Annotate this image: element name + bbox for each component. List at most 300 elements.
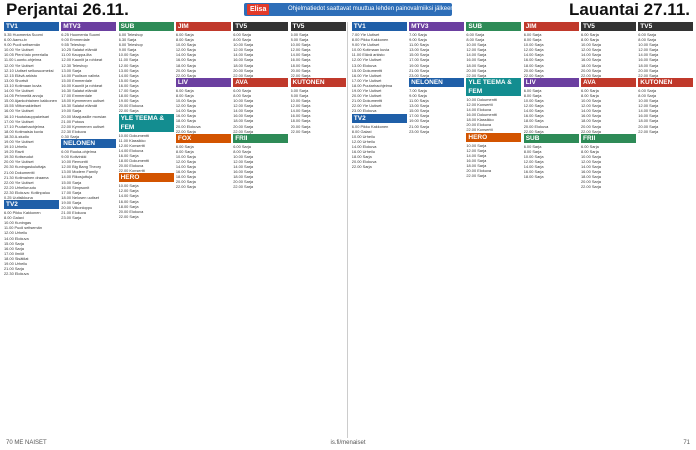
program-listing: 10.00 Urheilu bbox=[351, 133, 375, 139]
channel-header: NELONEN bbox=[409, 78, 464, 87]
program-listing: 8.00 Sarja bbox=[175, 92, 194, 98]
program-listing: 10.00 Kuningas bbox=[4, 220, 32, 226]
program-listing: 14.00 Sarja bbox=[175, 108, 196, 114]
program-listing: 12.00 Sarja bbox=[638, 103, 659, 109]
program-listing: 10.00 Sarja bbox=[175, 42, 196, 48]
program-listing: 19.10 Urheilu bbox=[4, 144, 28, 150]
program-listing: 18.00 Klassikko bbox=[466, 117, 494, 123]
program-listing: 20.00 Viikonloppu bbox=[61, 205, 93, 210]
channel-header: TV2 bbox=[4, 200, 59, 209]
program-listing: 22.30 Elokuva: Kotiinpaluu bbox=[4, 189, 51, 195]
program-listing: 22.00 Konsertti bbox=[118, 168, 145, 174]
program-listing: 18.30 A-studio bbox=[4, 133, 29, 139]
program-listing: 15.00 Emmerdale bbox=[61, 77, 93, 83]
program-listing: 14.00 Sarja bbox=[290, 52, 311, 58]
program-listing: 10.00 Sarja bbox=[466, 42, 487, 48]
program-listing: 22.00 Sarja bbox=[581, 184, 601, 190]
program-listing: 10.00 Sarja bbox=[581, 153, 601, 159]
program-listing: 17.00 Sarja bbox=[409, 57, 429, 63]
program-listing: 10.00 Sarja bbox=[466, 142, 487, 148]
program-listing: 20.00 Elokuva bbox=[466, 167, 492, 173]
program-listing: 8.00 Pikku Kakkonen bbox=[351, 37, 389, 43]
program-listing: 6.00 Sarja bbox=[523, 87, 542, 93]
program-listing: 18.00 Sarja bbox=[351, 154, 372, 160]
program-listing: 18.00 Sarja bbox=[233, 118, 254, 124]
program-listing: 20.00 Sarja bbox=[290, 67, 311, 73]
program-listing: 17.00 Sarja bbox=[118, 88, 139, 94]
program-listing: 20.00 Sarja bbox=[523, 67, 544, 73]
program-listing: 19.00 Sarja bbox=[61, 199, 82, 205]
program-listing: 6.00 Sarja bbox=[175, 143, 194, 149]
program-listing: 12.00 Sarja bbox=[233, 158, 254, 164]
program-listing: 6.00 Sarja bbox=[290, 32, 309, 37]
program-listing: 9.00 Emmerdale bbox=[61, 37, 90, 43]
program-listing: 6.00 Sarja bbox=[175, 32, 194, 37]
program-listing: 9.00 Sarja bbox=[409, 37, 427, 43]
program-listing: 8.00 Sarja bbox=[581, 92, 599, 98]
program-listing: 13.00 Modern Family bbox=[61, 169, 98, 175]
channel-header: YLE TEEMA & FEM bbox=[119, 114, 174, 132]
schedule-column bbox=[638, 22, 693, 438]
channel-header: TV1 bbox=[352, 22, 407, 31]
program-listing: 12.30 Teleshop bbox=[61, 62, 88, 68]
program-listing: 22.00 Sarja bbox=[638, 128, 659, 134]
program-listing: 23.00 Sarja bbox=[409, 72, 429, 78]
program-listing: 8.00 Galaxi bbox=[351, 128, 372, 134]
program-listing: 10.00 Sarja bbox=[233, 98, 254, 104]
program-listing: 22.00 Kymmenen uutiset bbox=[61, 123, 105, 129]
program-listing: 15.55 Viittomakieliset bbox=[4, 103, 41, 109]
program-listing: 8.00 Sarja bbox=[290, 37, 309, 43]
channel-header: LIV bbox=[176, 78, 231, 87]
program-listing: 15.00 Sarja bbox=[409, 52, 429, 58]
program-listing: 18.00 Sarja bbox=[233, 174, 254, 180]
program-listing: 16.00 Sarja bbox=[581, 57, 601, 63]
program-listing: 6.00 Sarja bbox=[233, 32, 251, 37]
program-listing: 16.10 Huutokauppakeisari bbox=[4, 113, 50, 119]
program-listing: 20.00 Sarja bbox=[638, 123, 659, 129]
program-listing: 16.00 Sarja bbox=[581, 169, 601, 175]
program-listing: 20.00 Sarja bbox=[233, 179, 254, 185]
schedule-column bbox=[524, 22, 579, 438]
program-listing: 16.00 Sarja bbox=[638, 57, 659, 63]
program-listing: 6.00 Sarja bbox=[638, 87, 657, 93]
program-listing: 6.00 Sarja bbox=[581, 143, 599, 149]
program-listing: 20.00 Elokuva bbox=[175, 123, 201, 129]
page-header bbox=[0, 0, 696, 20]
schedule-column bbox=[581, 22, 636, 438]
program-listing: 7.00 Sarja bbox=[409, 32, 427, 37]
program-listing: 12.00 Sarja bbox=[290, 47, 311, 53]
program-listing: 20.00 Elokuva bbox=[523, 123, 549, 129]
program-listing: 19.00 Urheilu bbox=[4, 261, 28, 267]
program-listing: 17.10 Puutarhaohjelma bbox=[4, 123, 45, 129]
program-listing: 21.00 Sarja bbox=[4, 266, 24, 272]
program-listing: 12.00 Sarja bbox=[638, 47, 659, 53]
schedule-column bbox=[409, 22, 464, 438]
program-listing: 20.00 Yle Uutiset bbox=[4, 159, 34, 165]
program-listing: 11.00 Sarja bbox=[409, 98, 429, 104]
program-listing: 14.00 Yle Uutiset bbox=[4, 88, 34, 94]
channel-header: MTV3 bbox=[61, 22, 116, 31]
program-listing: 8.00 Sarja bbox=[233, 92, 251, 98]
program-listing: 6.00 Sarja bbox=[523, 32, 542, 37]
program-listing: 12.00 Sarja bbox=[175, 47, 196, 53]
program-listing: 22.00 Konsertti bbox=[466, 127, 493, 133]
program-listing: 14.00 Rikosjuttuja bbox=[61, 174, 93, 180]
program-listing: 13.00 Shortsit bbox=[4, 77, 29, 83]
program-listing: 19.30 Kotiseudut bbox=[4, 154, 34, 160]
program-listing: 16.00 Sarja bbox=[118, 82, 139, 88]
ribbon-tag: Elisa bbox=[247, 4, 269, 15]
program-listing: 17.00 Emmerdale bbox=[61, 93, 93, 99]
program-listing: 22.00 Sarja bbox=[118, 108, 139, 114]
program-listing: 14.00 Puolison valinta bbox=[61, 72, 100, 78]
program-listing: 14.00 Sarja bbox=[523, 164, 544, 170]
program-listing: 14.00 Sarja bbox=[118, 193, 139, 199]
schedule-columns bbox=[4, 22, 692, 438]
program-listing: 22.00 Sarja bbox=[523, 128, 544, 134]
program-listing: 18.00 Sarja bbox=[466, 62, 487, 68]
program-listing: 10.05 Pieni talo preerialla bbox=[4, 52, 48, 58]
program-listing: 18.00 Sarja bbox=[118, 93, 139, 99]
program-listing: 14.00 Sarja bbox=[581, 164, 601, 170]
program-listing: 12.00 Kauniit ja rohkeat bbox=[61, 57, 103, 63]
program-listing: 20.00 Sarja bbox=[581, 67, 601, 73]
program-listing: 14.00 Sarja bbox=[175, 52, 196, 58]
program-listing: 10.00 Sarja bbox=[523, 153, 544, 159]
day-title-right: Lauantai 27.11. bbox=[569, 0, 690, 19]
program-listing: 21.00 Putous bbox=[61, 118, 85, 124]
program-listing: 6.00 Sarja bbox=[581, 32, 599, 37]
footer-center: is.fi/menaiset bbox=[330, 440, 366, 446]
program-listing: 10.00 Yle Uutiset bbox=[4, 47, 34, 53]
program-listing: 20.00 Elokuva bbox=[118, 208, 144, 214]
program-listing: 18.00 Sarja bbox=[638, 118, 659, 124]
channel-header: LIV bbox=[524, 78, 579, 87]
program-listing: 17.00 Yle Uutiset bbox=[4, 118, 34, 124]
program-listing: 20.00 Sarja bbox=[175, 67, 196, 73]
program-listing: 17.00 Sarja bbox=[61, 189, 82, 195]
program-listing: 16.00 Urheilu bbox=[351, 148, 375, 154]
program-listing: 18.00 Sarja bbox=[581, 118, 601, 124]
program-listing: 6.00 Sarja bbox=[523, 143, 542, 149]
program-listing: 12.00 Urheilu bbox=[4, 230, 28, 236]
program-listing: 14.00 Sarja bbox=[581, 52, 601, 58]
program-listing: 19.00 Yle Uutiset bbox=[351, 88, 382, 94]
program-listing: 6.00 Teleshop bbox=[118, 32, 143, 37]
program-listing: 10.00 Remontti bbox=[61, 159, 88, 165]
program-listing: 12.00 Sarja bbox=[581, 47, 601, 53]
program-listing: 14.00 Sarja bbox=[233, 164, 254, 170]
program-listing: 16.00 Sarja bbox=[290, 113, 311, 119]
program-listing: 22.00 Sarja bbox=[233, 128, 254, 134]
program-listing: 18.00 Sarja bbox=[175, 174, 196, 180]
program-listing: 18.00 Sarja bbox=[175, 62, 196, 68]
program-listing: 12.00 Sarja bbox=[523, 47, 544, 53]
program-listing: 8.00 Sarja bbox=[638, 92, 657, 98]
program-listing: 8.00 Teleshop bbox=[118, 42, 143, 48]
channel-header: FRII bbox=[581, 134, 636, 143]
channel-header: FOX bbox=[176, 134, 231, 143]
program-listing: 10.00 Sarja bbox=[290, 98, 311, 104]
program-listing: 22.00 Sarja bbox=[351, 164, 372, 170]
program-listing: 18.00 Sarja bbox=[638, 62, 659, 68]
schedule-column bbox=[352, 22, 407, 438]
channel-header: HERO bbox=[119, 173, 174, 182]
program-listing: 10.00 Sarja bbox=[233, 153, 254, 159]
program-listing: 11.00 Kauppa-ilta bbox=[61, 52, 92, 58]
schedule-column bbox=[119, 22, 174, 438]
program-listing: 18.00 Sisätilat bbox=[4, 255, 29, 261]
program-listing: 14.00 Elokuva bbox=[118, 147, 144, 153]
program-listing: 14.00 Sarja bbox=[581, 108, 601, 114]
program-listing: 9.00 Sarja bbox=[409, 92, 427, 98]
program-listing: 22.00 Sarja bbox=[581, 72, 601, 78]
program-listing: 14.00 Sarja bbox=[466, 52, 487, 58]
program-listing: 8.00 Sarja bbox=[581, 148, 599, 154]
footer-right: 71 bbox=[683, 440, 690, 446]
program-listing: 22.00 Sarja bbox=[233, 184, 254, 190]
program-listing: 18.00 Sarja bbox=[290, 62, 311, 68]
program-listing: 8.00 Sarja bbox=[175, 148, 194, 154]
program-listing: 20.00 Elokuva bbox=[351, 159, 377, 165]
program-listing: 12.00 Sarja bbox=[175, 158, 196, 164]
program-listing: 21.00 Sarja bbox=[409, 67, 429, 73]
program-listing: 20.00 Elokuva bbox=[466, 122, 492, 128]
program-listing: 16.00 Sarja bbox=[466, 157, 487, 163]
program-listing: 11.00 Sarja bbox=[409, 42, 429, 48]
program-listing: 6.00 Sarja bbox=[233, 143, 251, 149]
program-listing: 16.30 Salatut elämät bbox=[61, 88, 97, 94]
program-listing: 15.00 Sarja bbox=[409, 108, 429, 114]
program-listing: 16.00 Sarja bbox=[523, 113, 544, 119]
program-listing: 8.00 Sarja bbox=[581, 37, 599, 43]
channel-header: TV5 bbox=[581, 22, 636, 31]
program-listing: 10.00 Sarja bbox=[175, 153, 196, 159]
program-listing: 6.00 Ruoka-ohjelma bbox=[61, 148, 97, 154]
program-listing: 13.00 Elokuva bbox=[351, 62, 377, 68]
program-listing: 20.00 Maajussille morsian bbox=[61, 113, 107, 119]
program-listing: 9.00 Puoli seitsemän bbox=[4, 42, 41, 48]
program-listing: 14.00 Sarja bbox=[638, 108, 659, 114]
program-listing: 10.00 Sarja bbox=[118, 52, 139, 58]
program-listing: 14.05 Pehmeitä arvoja bbox=[4, 93, 43, 99]
program-listing: 18.00 Sarja bbox=[233, 62, 254, 68]
program-listing: 8.00 Galaxi bbox=[4, 215, 24, 221]
channel-header: KUTONEN bbox=[291, 78, 346, 87]
schedule-column bbox=[61, 22, 116, 438]
program-listing: 13.00 Sarja bbox=[409, 103, 429, 109]
program-listing: 19.20 Ravit bbox=[4, 149, 24, 155]
schedule-column bbox=[291, 22, 346, 438]
channel-header: AVA bbox=[233, 78, 288, 87]
program-listing: 21.00 Elokuva bbox=[61, 210, 86, 216]
program-listing: 15.00 Ajankohtainen kakkonen bbox=[4, 98, 57, 104]
program-listing: 11.00 Sarja bbox=[118, 57, 139, 63]
schedule-column bbox=[466, 22, 521, 438]
program-listing: 12.00 Sarja bbox=[233, 103, 254, 109]
program-listing: 18.00 Sarja bbox=[118, 203, 139, 209]
program-listing: 22.00 Sarja bbox=[118, 213, 139, 219]
program-listing: 20.00 Sarja bbox=[638, 67, 659, 73]
program-listing: 18.00 Nelosen uutiset bbox=[61, 194, 99, 200]
program-listing: 18.00 Sarja bbox=[581, 174, 601, 180]
program-listing: 11.00 Luonto-ohjelma bbox=[4, 57, 42, 63]
program-listing: 6.00 Sarja bbox=[466, 32, 485, 37]
program-listing: 12.00 Sarja bbox=[118, 188, 139, 194]
program-listing: 17.00 Yle Uutiset bbox=[351, 77, 382, 83]
program-listing: 8.00 Sarja bbox=[466, 37, 485, 43]
program-listing: 10.00 Dokumentti bbox=[466, 96, 497, 102]
channel-header: NELONEN bbox=[61, 139, 116, 148]
program-listing: 18.00 Kotimaisia kuvia bbox=[4, 128, 43, 134]
program-listing: 9.00 Kotivinkki bbox=[61, 154, 87, 160]
program-listing: 17.00 Sarja bbox=[409, 113, 429, 119]
program-listing: 10.00 Sarja bbox=[175, 98, 196, 104]
program-listing: 0.30 Sarja bbox=[61, 133, 80, 139]
program-listing: 9.55 Teleshop bbox=[61, 42, 86, 48]
program-listing: 19.00 Yle Uutiset bbox=[4, 138, 34, 144]
program-listing: 12.00 Sarja bbox=[581, 158, 601, 164]
program-listing: 7.00 Sarja bbox=[409, 87, 427, 93]
program-listing: 18.00 Kymmenen uutiset bbox=[61, 98, 105, 104]
program-listing: 12.00 Sarja bbox=[466, 147, 487, 153]
program-listing: 6.25 Huomenta Suomi bbox=[61, 32, 101, 37]
program-listing: 18.00 Sarja bbox=[290, 118, 311, 124]
program-listing: 16.00 Sarja bbox=[4, 245, 24, 251]
program-listing: 6.00 Aamu-tv bbox=[4, 37, 27, 43]
ribbon-text: Ohjelmatiedot saattavat muuttua lehden painovalmiiksi jälkeen. bbox=[288, 6, 456, 12]
program-listing: 21.00 Dokumentti bbox=[4, 169, 35, 175]
page-footer bbox=[0, 440, 696, 450]
program-listing: 16.00 Sarja bbox=[290, 57, 311, 63]
program-listing: 9.00 Sarja bbox=[118, 47, 137, 53]
program-listing: 16.00 Dokumentti bbox=[466, 112, 497, 118]
program-listing: 12.15 Elävä arkisto bbox=[4, 72, 38, 78]
channel-header: SUB bbox=[119, 22, 174, 31]
day-title-left: Perjantai 26.11. bbox=[6, 0, 129, 19]
channel-header: TV5 bbox=[233, 22, 288, 31]
program-listing: 16.00 Sarja bbox=[118, 198, 139, 204]
channel-header: SUB bbox=[466, 22, 521, 31]
program-listing: 10.00 Sarja bbox=[638, 42, 659, 48]
program-listing: 13.00 Sarja bbox=[409, 47, 429, 53]
program-listing: 16.00 Sarja bbox=[523, 169, 544, 175]
program-listing: 19.00 Sarja bbox=[409, 118, 429, 124]
program-listing: 23.00 Sarja bbox=[61, 215, 82, 221]
program-listing: 13.00 Sarja bbox=[61, 67, 82, 73]
program-listing: 23.00 Sarja bbox=[409, 128, 429, 134]
program-listing: 14.00 Sarja bbox=[523, 52, 544, 58]
program-listing: 17.00 Ilmiöt bbox=[4, 250, 25, 256]
program-listing: 22.00 Sarja bbox=[523, 72, 544, 78]
program-listing: 22.00 Yle Uutiset bbox=[4, 179, 34, 185]
program-listing: 6.00 Sarja bbox=[175, 87, 194, 93]
program-listing: 18.00 Puutarhaohjelma bbox=[351, 82, 393, 88]
program-listing: 6.00 Sarja bbox=[638, 32, 657, 37]
program-listing: 16.00 Simpsonit bbox=[61, 184, 90, 190]
program-listing: 16.00 Sarja bbox=[175, 57, 196, 63]
channel-header: TV1 bbox=[4, 22, 59, 31]
program-listing: 20.00 Sarja bbox=[581, 123, 601, 129]
program-listing: 14.00 Elokuva bbox=[466, 107, 492, 113]
program-listing: 22.00 Sarja bbox=[290, 72, 311, 78]
schedule-column bbox=[233, 22, 288, 438]
program-listing: 22.00 Sarja bbox=[175, 128, 196, 134]
channel-header: HERO bbox=[466, 133, 521, 142]
program-listing: 14.00 Elokuva bbox=[351, 143, 377, 149]
program-listing: 6.30 Sarja bbox=[118, 37, 137, 43]
program-listing: 12.00 Yle Uutiset bbox=[4, 62, 34, 68]
program-listing: 22.00 Sarja bbox=[581, 128, 601, 134]
program-listing: 12.00 Sarja bbox=[233, 47, 254, 53]
schedule-column bbox=[176, 22, 231, 438]
program-listing: 15.00 Sarja bbox=[61, 179, 82, 185]
program-listing: 22.00 Sarja bbox=[233, 72, 254, 78]
program-listing: 20.00 Sarja bbox=[581, 179, 601, 185]
program-listing: 12.00 Big Bang Theory bbox=[61, 164, 102, 170]
program-listing: 8.00 Sarja bbox=[638, 37, 657, 43]
program-listing: 12.00 Urheilu bbox=[351, 138, 375, 144]
program-listing: 16.00 Yle Uutiset bbox=[4, 108, 34, 114]
program-listing: 22.00 Sarja bbox=[466, 173, 487, 179]
channel-header: TV5 bbox=[638, 22, 693, 31]
program-listing: 16.00 Sarja bbox=[118, 152, 139, 158]
program-listing: 10.00 Dokumentti bbox=[118, 132, 150, 138]
program-listing: 10.00 Sarja bbox=[638, 98, 659, 104]
program-listing: 22.20 Urheiluruutu bbox=[4, 184, 37, 190]
program-listing: 13.00 Sarja bbox=[118, 67, 139, 73]
channel-header: JIM bbox=[176, 22, 231, 31]
program-listing: 8.00 Sarja bbox=[233, 148, 251, 154]
program-listing: 18.00 Sarja bbox=[466, 162, 487, 168]
program-listing: 16.00 Sarja bbox=[466, 57, 487, 63]
program-listing: 8.00 Sarja bbox=[523, 37, 542, 43]
program-listing: 10.00 Kotimaan kuvia bbox=[351, 47, 390, 53]
program-listing: 22.30 Elokuva bbox=[4, 271, 29, 277]
program-listing: 16.00 Sarja bbox=[581, 113, 601, 119]
program-listing: 13.10 Kotimaan kuvia bbox=[4, 82, 42, 88]
program-listing: 12.00 Konsertti bbox=[466, 101, 493, 107]
program-listing: 0.25 Uutisikkuna bbox=[4, 195, 33, 200]
program-listing: 10.00 Sarja bbox=[523, 42, 544, 48]
channel-header: SUB bbox=[524, 134, 579, 143]
program-listing: 14.00 Sarja bbox=[233, 108, 254, 114]
program-listing: 6.00 Pikku Kakkonen bbox=[4, 210, 41, 216]
program-listing: 7.00 Yle Uutiset bbox=[351, 32, 380, 37]
channel-header: KUTONEN bbox=[638, 78, 693, 87]
program-listing: 20.00 Sarja bbox=[466, 67, 487, 73]
program-listing: 21.30 Kotimainen draama bbox=[4, 174, 49, 180]
program-listing: 20.00 Sarja bbox=[233, 67, 254, 73]
program-listing: 19.00 Sarja bbox=[409, 62, 429, 68]
program-listing: 10.00 Sarja bbox=[118, 183, 139, 189]
program-listing: 22.00 Sarja bbox=[290, 128, 311, 134]
program-listing: 12.00 Yle Uutiset bbox=[351, 57, 382, 63]
program-listing: 14.00 Sarja bbox=[523, 108, 544, 114]
program-listing: 14.00 Sarja bbox=[638, 52, 659, 58]
footer-left: 70 ME NAISET bbox=[6, 440, 47, 446]
program-listing: 23.00 Elokuva bbox=[351, 108, 377, 114]
program-listing: 22.00 Sarja bbox=[175, 184, 196, 190]
program-listing: 6.00 Pikku Kakkonen bbox=[351, 123, 389, 129]
schedule-column bbox=[4, 22, 59, 438]
program-listing: 16.00 Sarja bbox=[175, 113, 196, 119]
program-listing: 12.00 Sarja bbox=[466, 47, 487, 53]
program-listing: 10.25 Salatut elämät bbox=[61, 47, 97, 53]
channel-header: MTV3 bbox=[409, 22, 464, 31]
